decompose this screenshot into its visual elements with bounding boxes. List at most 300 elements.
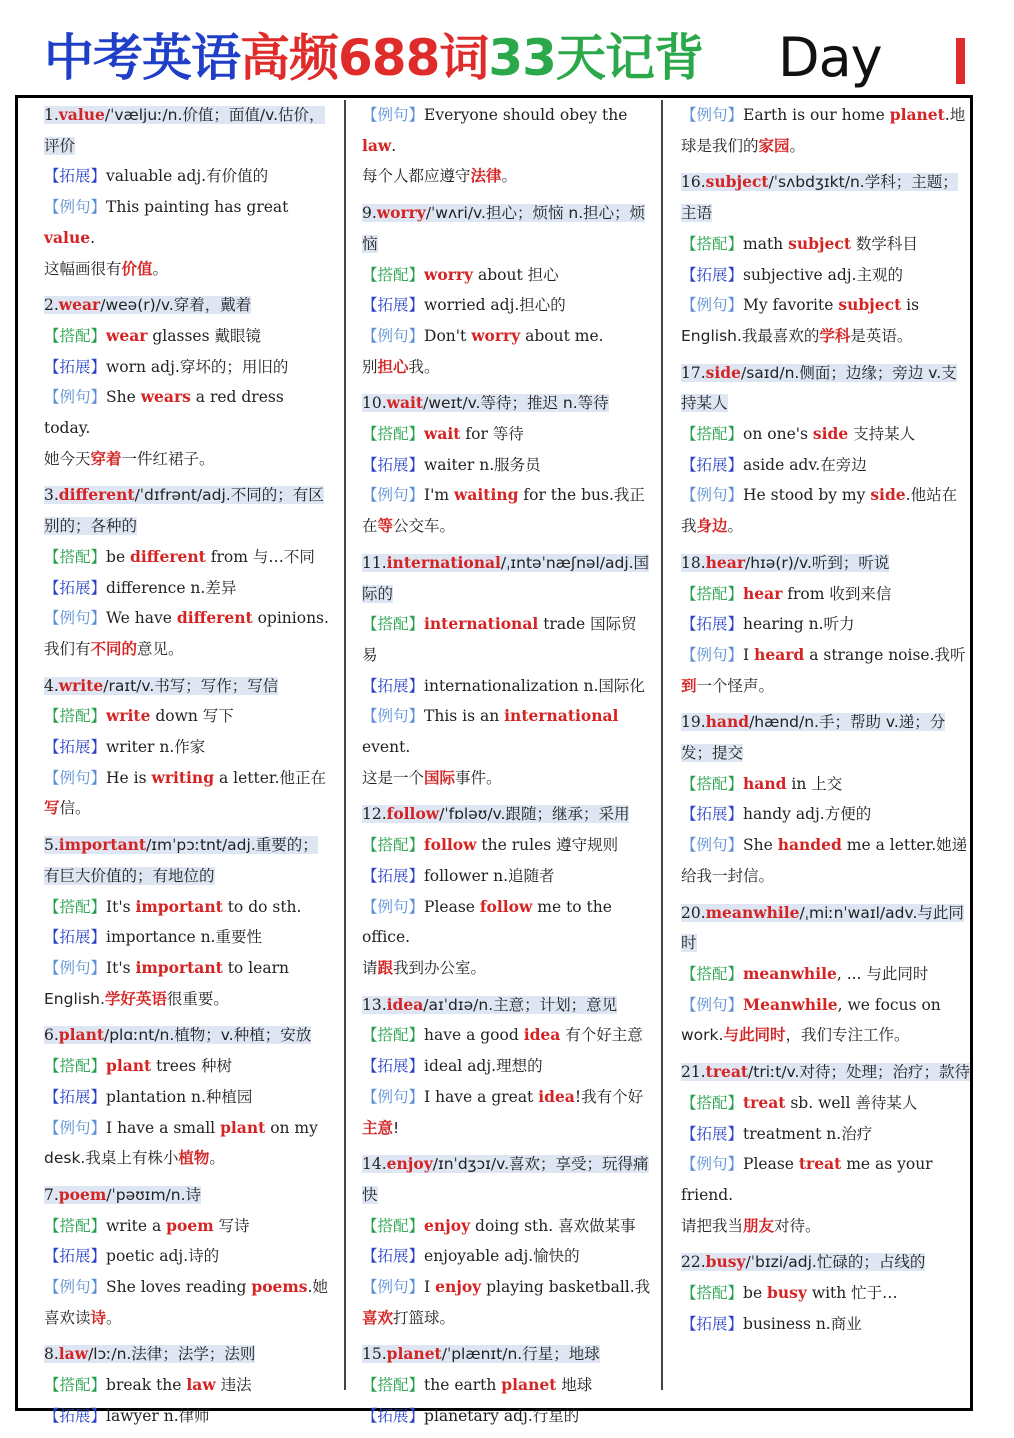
translation-text: 对待。 (774, 1216, 821, 1235)
extension-text: aside adv.在旁边 (743, 455, 867, 474)
translation-keyword: 写 (44, 799, 60, 818)
collocation-tag: 【搭配】 (44, 1376, 107, 1395)
collocation-text: be (106, 547, 131, 566)
collocation-line (681, 769, 971, 800)
word-entry (44, 671, 330, 825)
headword: write (58, 675, 104, 695)
collocation-keyword: important (135, 896, 223, 916)
entry-number: 22. (681, 1253, 706, 1272)
extension-tag: 【拓展】 (44, 1247, 107, 1266)
translation-text: 很重要。 (166, 989, 229, 1008)
example-tag: 【例句】 (362, 106, 425, 124)
headword-line (362, 1149, 652, 1210)
example-line (44, 763, 330, 794)
phonetic-definition: /plɑːnt/n.植物；v.种植；安放 (104, 1026, 312, 1045)
headword-highlight (44, 1345, 255, 1363)
example-keyword: writing (151, 767, 215, 787)
entry-number: 19. (681, 713, 706, 732)
example-line (362, 701, 652, 762)
phonetic-definition: /weɪt/v.等待；推迟 n.等待 (423, 394, 609, 413)
example-keyword: plant (220, 1117, 266, 1137)
extension-tag: 【拓展】 (44, 578, 107, 597)
translation-text: 一件红裙子。 (121, 449, 215, 468)
collocation-tag: 【搭配】 (362, 836, 425, 855)
phonetic-definition: /ˈvæljuː/n.价值；面值/v.估价，评价 (44, 106, 325, 155)
example-line (362, 100, 652, 161)
phonetic-definition: /ˈpəʊɪm/n.诗 (106, 1185, 202, 1204)
headword-line (681, 707, 971, 768)
example-keyword: Meanwhile (743, 994, 838, 1014)
title-part-1: 中考英语 (44, 29, 240, 87)
headword: follow (386, 804, 440, 824)
translation-line (362, 1113, 652, 1144)
headword-line (44, 290, 330, 321)
headword: worry (376, 203, 426, 223)
word-entry (681, 100, 971, 161)
headword-line (362, 1339, 652, 1370)
extension-line (681, 609, 971, 640)
example-keyword: law (362, 135, 392, 155)
word-entry (44, 100, 330, 284)
translation-text: 打篮球。 (393, 1308, 456, 1327)
collocation-line (44, 542, 330, 573)
translation-line (362, 161, 652, 192)
column-divider (661, 100, 663, 1390)
translation-line (44, 984, 330, 1015)
example-text: playing basketball.我 (481, 1278, 651, 1297)
extension-text: valuable adj.有价值的 (106, 167, 269, 186)
example-tag: 【例句】 (44, 768, 107, 787)
collocation-text: math (743, 234, 789, 253)
collocation-text: It's (106, 897, 136, 916)
collocation-text: doing sth. 喜欢做某事 (470, 1216, 636, 1235)
translation-keyword: 法律 (470, 167, 502, 186)
collocation-keyword: international (424, 614, 539, 634)
entry-number: 20. (681, 903, 706, 922)
collocation-tag: 【搭配】 (681, 1093, 744, 1112)
example-text: She (106, 388, 141, 407)
collocation-line (44, 701, 330, 732)
phonetic-definition: /ɪnˈdʒɔɪ/v.喜欢；享受；玩得痛快 (362, 1155, 649, 1204)
collocation-keyword: wear (106, 325, 148, 345)
example-text: I have a small (106, 1118, 221, 1137)
example-keyword: waiting (454, 485, 519, 505)
extension-text: business n.商业 (743, 1314, 862, 1333)
example-tag: 【例句】 (44, 1118, 107, 1137)
headword-line (44, 1180, 330, 1211)
entry-number: 18. (681, 553, 706, 572)
translation-text: 每个人都应遵守 (362, 167, 471, 186)
headword: hear (705, 552, 745, 572)
example-line (681, 480, 971, 511)
extension-line (44, 1082, 330, 1113)
headword-line (681, 167, 971, 228)
entry-number: 6. (44, 1026, 59, 1045)
extension-line (44, 1401, 330, 1432)
translation-line (681, 861, 971, 892)
headword-line (681, 358, 971, 419)
translation-keyword: 喜欢 (362, 1308, 394, 1327)
entry-number: 13. (362, 995, 387, 1014)
collocation-text: 数学科目 (851, 234, 918, 253)
example-line (44, 382, 330, 443)
word-entry (44, 1020, 330, 1174)
extension-line (362, 861, 652, 892)
extension-line (362, 1051, 652, 1082)
entry-number: 10. (362, 394, 387, 413)
entry-number: 15. (362, 1345, 387, 1364)
extension-line (44, 352, 330, 383)
phonetic-definition: /ˈsʌbdʒɪkt/n.学科；主题；主语 (681, 173, 958, 223)
collocation-tag: 【搭配】 (362, 425, 425, 444)
word-entry (44, 480, 330, 664)
collocation-text: break the (106, 1376, 187, 1395)
extension-text: worried adj.担心的 (424, 296, 566, 315)
word-entry (681, 1247, 971, 1339)
entry-number: 14. (362, 1155, 387, 1174)
translation-text: 。 (727, 517, 744, 536)
extension-tag: 【拓展】 (362, 296, 425, 315)
example-text: Earth is our home (743, 106, 890, 124)
translation-keyword: 等 (377, 517, 394, 536)
collocation-tag: 【搭配】 (681, 234, 744, 253)
example-line (44, 1113, 330, 1144)
collocation-line (362, 1370, 652, 1401)
translation-line (44, 1143, 330, 1174)
example-text: me a letter.她递 (841, 836, 968, 855)
example-tag: 【例句】 (681, 645, 744, 664)
translation-keyword: 诗 (90, 1308, 107, 1327)
extension-tag: 【拓展】 (362, 1247, 425, 1266)
headword: plant (58, 1025, 104, 1045)
example-text: for the bus.我正 (518, 486, 645, 505)
collocation-keyword: write (106, 706, 151, 726)
example-line (362, 321, 652, 352)
translation-text: 我。 (408, 357, 440, 376)
word-entry (44, 830, 330, 1014)
translation-line (44, 444, 330, 475)
example-text: I have a great (424, 1087, 539, 1106)
extension-text: hearing n.听力 (743, 615, 855, 634)
collocation-text: 有个好主意 (560, 1026, 643, 1045)
example-line (681, 100, 971, 131)
example-text: Don't (424, 326, 472, 345)
example-tag: 【例句】 (44, 609, 107, 628)
phonetic-definition: /weə(r)/v.穿着，戴着 (100, 296, 252, 315)
collocation-text: trees 种树 (151, 1057, 233, 1076)
extension-text: planetary adj.行星的 (424, 1406, 580, 1425)
extension-text: subjective adj.主观的 (743, 265, 903, 284)
example-tag: 【例句】 (362, 326, 425, 345)
extension-tag: 【拓展】 (44, 1087, 107, 1106)
collocation-line (362, 1211, 652, 1242)
collocation-tag: 【搭配】 (681, 425, 744, 444)
collocation-keyword: hear (743, 583, 783, 603)
page-title (44, 22, 984, 94)
collocation-line (44, 1051, 330, 1082)
headword-line (362, 799, 652, 830)
collocation-text: 违法 (215, 1376, 252, 1395)
headword-highlight (44, 486, 324, 535)
example-text: .他站在 (905, 486, 958, 505)
example-text: a strange noise.我听 (804, 645, 966, 664)
phonetic-definition: /lɔː/n.法律；法学；法则 (88, 1345, 256, 1364)
example-tag: 【例句】 (681, 995, 744, 1014)
word-entry (362, 1149, 652, 1333)
collocation-text: with 忙于… (806, 1284, 898, 1303)
extension-text: handy adj.方便的 (743, 805, 872, 824)
collocation-line (44, 1370, 330, 1401)
word-entry (681, 548, 971, 702)
collocation-keyword: plant (106, 1056, 152, 1076)
example-text: on my (265, 1118, 318, 1137)
translation-text: 意见。 (137, 639, 184, 658)
headword-line (44, 1020, 330, 1051)
collocation-text: to do sth. (222, 897, 302, 916)
word-entry (362, 100, 652, 192)
example-keyword: poems (251, 1277, 308, 1297)
collocation-keyword: subject (788, 233, 851, 253)
example-text: .她 (307, 1278, 328, 1297)
translation-text: 在 (362, 517, 378, 536)
collocation-tag: 【搭配】 (681, 774, 744, 793)
translation-line (681, 321, 971, 352)
headword: side (705, 362, 741, 382)
example-text: I (424, 1278, 436, 1297)
column-2 (362, 100, 652, 1438)
translation-keyword: 与此同时 (723, 1026, 786, 1045)
translation-text: 是英语。 (850, 326, 913, 345)
collocation-line (362, 260, 652, 291)
collocation-text: be (743, 1284, 768, 1303)
translation-line (362, 1303, 652, 1334)
example-line (362, 892, 652, 953)
translation-keyword: 朋友 (743, 1216, 775, 1235)
example-text: I'm (424, 486, 455, 505)
collocation-tag: 【搭配】 (44, 326, 107, 345)
example-text: She loves reading (106, 1278, 252, 1297)
example-text: Please (743, 1155, 799, 1174)
collocation-text: about 担心 (473, 265, 559, 284)
translation-keyword: 学好英语 (104, 989, 167, 1008)
translation-text: 球是我们的 (681, 136, 759, 155)
headword-line (44, 830, 330, 891)
translation-text: 别 (362, 357, 378, 376)
collocation-line (681, 229, 971, 260)
example-text: He stood by my (743, 486, 871, 505)
extension-text: poetic adj.诗的 (106, 1247, 220, 1266)
collocation-tag: 【搭配】 (362, 615, 425, 634)
extension-tag: 【拓展】 (362, 676, 425, 695)
word-entry (681, 898, 971, 1052)
extension-text: follower n.追随者 (424, 866, 555, 885)
collocation-keyword: worry (424, 264, 474, 284)
headword-highlight (362, 996, 617, 1014)
extension-tag: 【拓展】 (362, 1057, 425, 1076)
translation-text: 。 (209, 1149, 225, 1168)
extension-text: difference n.差异 (106, 578, 237, 597)
example-line (44, 1272, 330, 1303)
example-line (362, 480, 652, 511)
example-text: !我有个好 (574, 1087, 644, 1106)
extension-line (681, 799, 971, 830)
headword: value (58, 105, 105, 124)
extension-line (44, 922, 330, 953)
headword-highlight (44, 1186, 201, 1204)
collocation-tag: 【搭配】 (681, 964, 744, 983)
example-line (44, 603, 330, 634)
extension-tag: 【拓展】 (44, 167, 107, 186)
collocation-keyword: treat (743, 1092, 786, 1112)
collocation-tag: 【搭配】 (44, 897, 107, 916)
word-entry (681, 707, 971, 891)
extension-tag: 【拓展】 (44, 928, 107, 947)
extension-tag: 【拓展】 (362, 1406, 425, 1425)
column-3 (681, 100, 971, 1345)
translation-line (362, 352, 652, 383)
extension-text: ideal adj.理想的 (424, 1057, 543, 1076)
translation-line (44, 1303, 330, 1334)
extension-tag: 【拓展】 (362, 455, 425, 474)
headword-line (44, 1339, 330, 1370)
extension-text: internationalization n.国际化 (424, 676, 645, 695)
collocation-tag: 【搭配】 (44, 547, 107, 566)
collocation-keyword: busy (767, 1283, 807, 1303)
translation-text: 事件。 (455, 768, 502, 787)
extension-tag: 【拓展】 (681, 1314, 744, 1333)
entry-number: 2. (44, 296, 59, 315)
collocation-keyword: enjoy (424, 1215, 471, 1235)
headword: wear (58, 295, 101, 315)
headword: poem (58, 1184, 107, 1204)
collocation-keyword: planet (501, 1375, 557, 1395)
extension-line (362, 1401, 652, 1432)
example-text: about me. (520, 326, 604, 345)
collocation-line (362, 830, 652, 861)
example-text: My favorite (743, 296, 839, 315)
example-line (681, 640, 971, 671)
translation-keyword: 不同的 (90, 639, 138, 658)
example-keyword: important (135, 957, 223, 977)
example-text: We have (106, 609, 177, 628)
example-text: event. (362, 738, 411, 757)
extension-line (44, 732, 330, 763)
headword-highlight (362, 554, 649, 603)
word-entry (362, 388, 652, 542)
headword-highlight (681, 1063, 970, 1081)
extension-tag: 【拓展】 (44, 1406, 107, 1425)
headword-highlight (362, 394, 609, 412)
example-text: me to the office. (362, 897, 612, 947)
translation-line (44, 793, 330, 824)
collocation-tag: 【搭配】 (362, 1216, 425, 1235)
collocation-keyword: side (812, 424, 849, 444)
example-keyword: enjoy (435, 1277, 482, 1297)
translation-line (681, 131, 971, 162)
translation-text: desk.我桌上有株小 (44, 1149, 179, 1168)
collocation-text: the earth (424, 1376, 502, 1395)
example-line (681, 990, 971, 1021)
headword: law (58, 1344, 89, 1364)
example-text: , we focus on (837, 995, 941, 1014)
collocation-tag: 【搭配】 (681, 1284, 744, 1303)
translation-line (362, 953, 652, 984)
example-line (681, 830, 971, 861)
translation-text: 。 (152, 259, 169, 278)
collocation-keyword: different (130, 546, 206, 566)
translation-line (681, 671, 971, 702)
day-label: Day (778, 26, 882, 89)
collocation-line (681, 1088, 971, 1119)
headword-highlight (362, 1345, 600, 1363)
example-text: .地 (944, 106, 966, 124)
example-text: He is (106, 768, 152, 787)
example-keyword: wears (140, 387, 191, 407)
word-entry (362, 990, 652, 1144)
headword-highlight (681, 554, 889, 572)
headword-highlight (44, 1026, 311, 1044)
extension-tag: 【拓展】 (44, 357, 107, 376)
headword: hand (705, 712, 750, 732)
phonetic-definition: /ɪmˈpɔːtnt/adj.重要的；有巨大价值的；有地位的 (44, 836, 318, 885)
extension-line (44, 1241, 330, 1272)
word-entry (362, 548, 652, 794)
headword: treat (705, 1062, 749, 1082)
collocation-keyword: follow (424, 835, 477, 855)
translation-text: 喜欢读 (44, 1308, 91, 1327)
translation-keyword: 国际 (424, 768, 456, 787)
translation-keyword: 价值 (121, 259, 153, 278)
example-keyword: handed (777, 835, 842, 855)
word-entry (362, 198, 652, 382)
translation-keyword: 担心 (377, 357, 409, 376)
collocation-tag: 【搭配】 (362, 1376, 425, 1395)
collocation-tag: 【搭配】 (44, 1057, 107, 1076)
example-keyword: treat (798, 1154, 842, 1174)
extension-line (44, 573, 330, 604)
collocation-text: from 与…不同 (205, 547, 315, 566)
phonetic-definition: /ˈdɪfrənt/adj.不同的；有区别的；各种的 (44, 486, 324, 536)
collocation-line (362, 419, 652, 450)
extension-tag: 【拓展】 (681, 455, 744, 474)
collocation-line (44, 892, 330, 923)
collocation-text: glasses 戴眼镜 (147, 326, 261, 345)
translation-keyword: 身边 (696, 517, 728, 536)
headword: busy (705, 1252, 746, 1272)
example-tag: 【例句】 (681, 836, 744, 855)
example-line (44, 953, 330, 984)
extension-line (681, 260, 971, 291)
word-entry (44, 1180, 330, 1334)
entry-number: 9. (362, 204, 377, 223)
phonetic-definition: /ˌɪntəˈnæʃnəl/adj.国际的 (362, 553, 650, 603)
word-entry (362, 1339, 652, 1431)
example-keyword: heard (754, 644, 805, 664)
collocation-keyword: hand (743, 773, 787, 793)
example-line (681, 1149, 971, 1210)
example-text: It's (106, 958, 136, 977)
example-text: This is an (424, 707, 505, 726)
title-part-3: 33天记背 (488, 29, 703, 87)
phonetic-definition: /triːt/v.对待；处理；治疗；款待 (748, 1063, 970, 1082)
extension-line (681, 1119, 971, 1150)
entry-number: 5. (44, 836, 59, 855)
entry-number: 4. (44, 676, 59, 695)
extension-tag: 【拓展】 (44, 738, 107, 757)
collocation-text: for 等待 (460, 425, 524, 444)
extension-text: lawyer n.律师 (106, 1406, 210, 1425)
example-tag: 【例句】 (44, 958, 107, 977)
